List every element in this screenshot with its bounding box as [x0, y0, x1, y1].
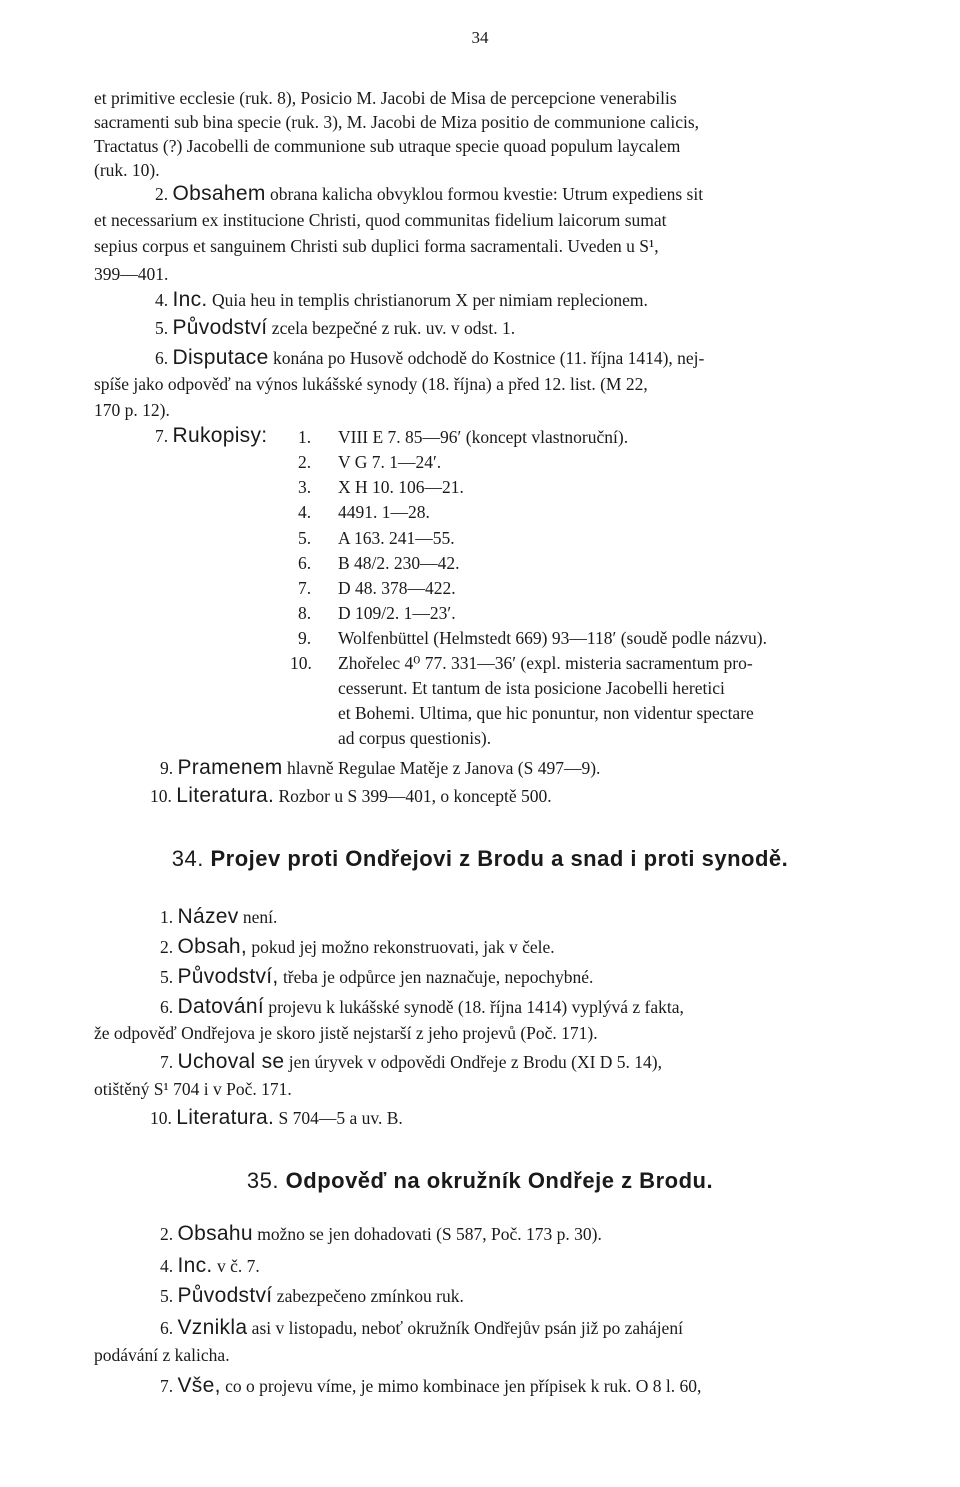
- item-heading: Uchoval se: [177, 1050, 285, 1073]
- section-number: 34.: [171, 846, 204, 871]
- paragraph-line: [160, 1284, 960, 1308]
- item-text: Rozbor u S 399—401, o konceptě 500.: [278, 786, 552, 806]
- item-number: 6.: [155, 348, 169, 368]
- paragraph-first-line: [160, 1316, 900, 1340]
- item-text: co o projevu víme, je mimo kombinace jen přípisek k ruk. O 8 l. 60,: [225, 1376, 702, 1396]
- item-number: 4.: [160, 1256, 174, 1276]
- paragraph-line: [160, 905, 960, 929]
- manuscript-entry: 4491. 1—28.: [338, 502, 430, 522]
- manuscript-number: 9.: [298, 628, 312, 648]
- text-line: (ruk. 10).: [94, 160, 160, 180]
- text-line: že odpověď Ondřejova je skoro jistě nejstarší z jeho projevů (Poč. 171).: [94, 1023, 598, 1043]
- page-number: 34: [471, 28, 489, 47]
- item-number: 10.: [150, 1108, 172, 1128]
- item-number: 7.: [160, 1052, 174, 1072]
- manuscript-entry: B 48/2. 230—42.: [338, 553, 460, 573]
- paragraph-line: [155, 288, 955, 312]
- paragraph-line: [150, 784, 950, 808]
- manuscript-entry-continuation: ad corpus questionis).: [338, 728, 492, 748]
- text-line: sacramenti sub bina specie (ruk. 3), M. Jacobi de Miza positio de communione calicis,: [94, 112, 700, 132]
- item-heading: Literatura.: [176, 1106, 275, 1129]
- item-text: třeba je odpůrce jen naznačuje, nepochybné.: [282, 967, 594, 987]
- item-number: 7.: [160, 1376, 174, 1396]
- manuscript-entry: A 163. 241—55.: [338, 528, 455, 548]
- manuscript-entry-continuation: et Bohemi. Ultima, que hic ponuntur, non videntur spectare: [338, 703, 754, 723]
- paragraph-line: [155, 316, 955, 340]
- item-number: 10.: [150, 786, 172, 806]
- item-heading: Vznikla: [177, 1316, 248, 1339]
- text-line: spíše jako odpověď na výnos lukášské synody (18. října) a před 12. list. (M 22,: [94, 374, 648, 394]
- item-text: zabezpečeno zmínkou ruk.: [276, 1286, 464, 1306]
- item-heading: Obsahu: [177, 1222, 253, 1245]
- item-heading: Inc.: [172, 288, 208, 311]
- section-title: [0, 846, 960, 872]
- item-number: 1.: [160, 907, 174, 927]
- paragraph-line: [160, 1374, 900, 1398]
- text-line: et necessarium ex institucione Christi, quod communitas fidelium laicorum sumat: [94, 210, 667, 230]
- section-heading: Odpověď na okružník Ondřeje z Brodu.: [285, 1168, 714, 1193]
- text-line: otištěný S¹ 704 i v Poč. 171.: [94, 1079, 292, 1099]
- text-line: 399—401.: [94, 264, 169, 284]
- manuscript-entry-continuation: cesserunt. Et tantum de ista posicione Jacobelli heretici: [338, 678, 725, 698]
- item-heading: Název: [177, 905, 239, 928]
- paragraph-line: [160, 935, 960, 959]
- manuscript-entry: VIII E 7. 85—96′ (koncept vlastnoruční).: [338, 427, 629, 447]
- item-number: 5.: [160, 1286, 174, 1306]
- item-text: asi v listopadu, neboť okružník Ondřejův psán již po zahájení: [251, 1318, 683, 1338]
- text-line: et primitive ecclesie (ruk. 8), Posicio M. Jacobi de Misa de percepcione venerabilis: [94, 88, 677, 108]
- item-heading: Původství: [172, 316, 268, 339]
- item-number: 2.: [160, 1224, 174, 1244]
- manuscript-number: 6.: [298, 553, 312, 573]
- manuscript-number: 2.: [298, 452, 312, 472]
- item-text: projevu k lukášské synodě (18. října 1414) vyplývá z fakta,: [268, 997, 684, 1017]
- item-heading: Disputace: [172, 346, 269, 369]
- item-heading: Inc.: [177, 1254, 213, 1277]
- text-line: sepius corpus et sanguinem Christi sub duplici forma sacramentali. Uveden u S¹,: [94, 236, 659, 256]
- item-text: S 704—5 a uv. B.: [278, 1108, 403, 1128]
- paragraph-line: [160, 1254, 960, 1278]
- paragraph-line: [160, 756, 960, 780]
- paragraph-line: [160, 1222, 960, 1246]
- item-text: Quia heu in templis christianorum X per nimiam replecionem.: [211, 290, 648, 310]
- manuscript-entry: V G 7. 1—24′.: [338, 452, 442, 472]
- manuscript-entry: X H 10. 106—21.: [338, 477, 464, 497]
- paragraph-line: [150, 1106, 950, 1130]
- item-heading: Obsahem: [172, 182, 266, 205]
- item-heading: Pramenem: [177, 756, 283, 779]
- paragraph-first-line: [155, 182, 895, 206]
- item-number: 5.: [155, 318, 169, 338]
- manuscript-number: 8.: [298, 603, 312, 623]
- item-text: konána po Husově odchodě do Kostnice (11. října 1414), nej-: [272, 348, 705, 368]
- paragraph-line: [160, 965, 960, 989]
- manuscript-number: 4.: [298, 502, 312, 522]
- item-number: 2.: [160, 937, 174, 957]
- item-number: 5.: [160, 967, 174, 987]
- item-heading: Obsah,: [177, 935, 248, 958]
- item-text: pokud jej možno rekonstruovati, jak v čele.: [251, 937, 555, 957]
- manuscript-number: 3.: [298, 477, 312, 497]
- item-text: zcela bezpečné z ruk. uv. v odst. 1.: [271, 318, 516, 338]
- paragraph-first-line: [160, 995, 895, 1019]
- manuscript-entry: Zhořelec 4⁰ 77. 331—36′ (expl. misteria sacramentum pro-: [338, 653, 753, 673]
- item-text: obrana kalicha obvyklou formou kvestie: Utrum expediens sit: [270, 184, 704, 204]
- paragraph-first-line: [160, 1050, 895, 1074]
- item-number: 2.: [155, 184, 169, 204]
- manuscript-entry: Wolfenbüttel (Helmstedt 669) 93—118′ (soudě podle názvu).: [338, 628, 767, 648]
- manuscript-number: 5.: [298, 528, 312, 548]
- manuscript-number: 10.: [290, 653, 312, 673]
- item-heading: Původství,: [177, 965, 279, 988]
- text-line: 170 p. 12).: [94, 400, 170, 420]
- item-number: 7.: [155, 426, 169, 446]
- item-heading: Vše,: [177, 1374, 221, 1397]
- item-heading: Původství: [177, 1284, 273, 1307]
- section-title: [0, 1168, 960, 1194]
- text-line: Tractatus (?) Jacobelli de communione sub utraque specie quoad populum laycalem: [94, 136, 681, 156]
- paragraph-first-line: [155, 346, 895, 370]
- item-text: jen úryvek v odpovědi Ondřeje z Brodu (XI D 5. 14),: [288, 1052, 663, 1072]
- item-text: není.: [242, 907, 278, 927]
- item-text: v č. 7.: [216, 1256, 260, 1276]
- manuscript-number: 7.: [298, 578, 312, 598]
- item-text: hlavně Regulae Matěje z Janova (S 497—9).: [286, 758, 601, 778]
- item-heading: Literatura.: [176, 784, 275, 807]
- item-number: 9.: [160, 758, 174, 778]
- section-heading: Projev proti Ondřejovi z Brodu a snad i proti synodě.: [210, 846, 789, 871]
- section-number: 35.: [246, 1168, 280, 1193]
- item-heading: Datování: [177, 995, 264, 1018]
- item-heading: Rukopisy:: [172, 424, 268, 447]
- manuscript-entry: D 109/2. 1—23′.: [338, 603, 456, 623]
- item-number: 6.: [160, 997, 174, 1017]
- item-text: možno se jen dohadovati (S 587, Poč. 173 p. 30).: [257, 1224, 602, 1244]
- manuscript-entry: D 48. 378—422.: [338, 578, 456, 598]
- item-number: 6.: [160, 1318, 174, 1338]
- manuscript-number: 1.: [298, 427, 312, 447]
- text-line: podávání z kalicha.: [94, 1345, 230, 1365]
- item-number: 4.: [155, 290, 169, 310]
